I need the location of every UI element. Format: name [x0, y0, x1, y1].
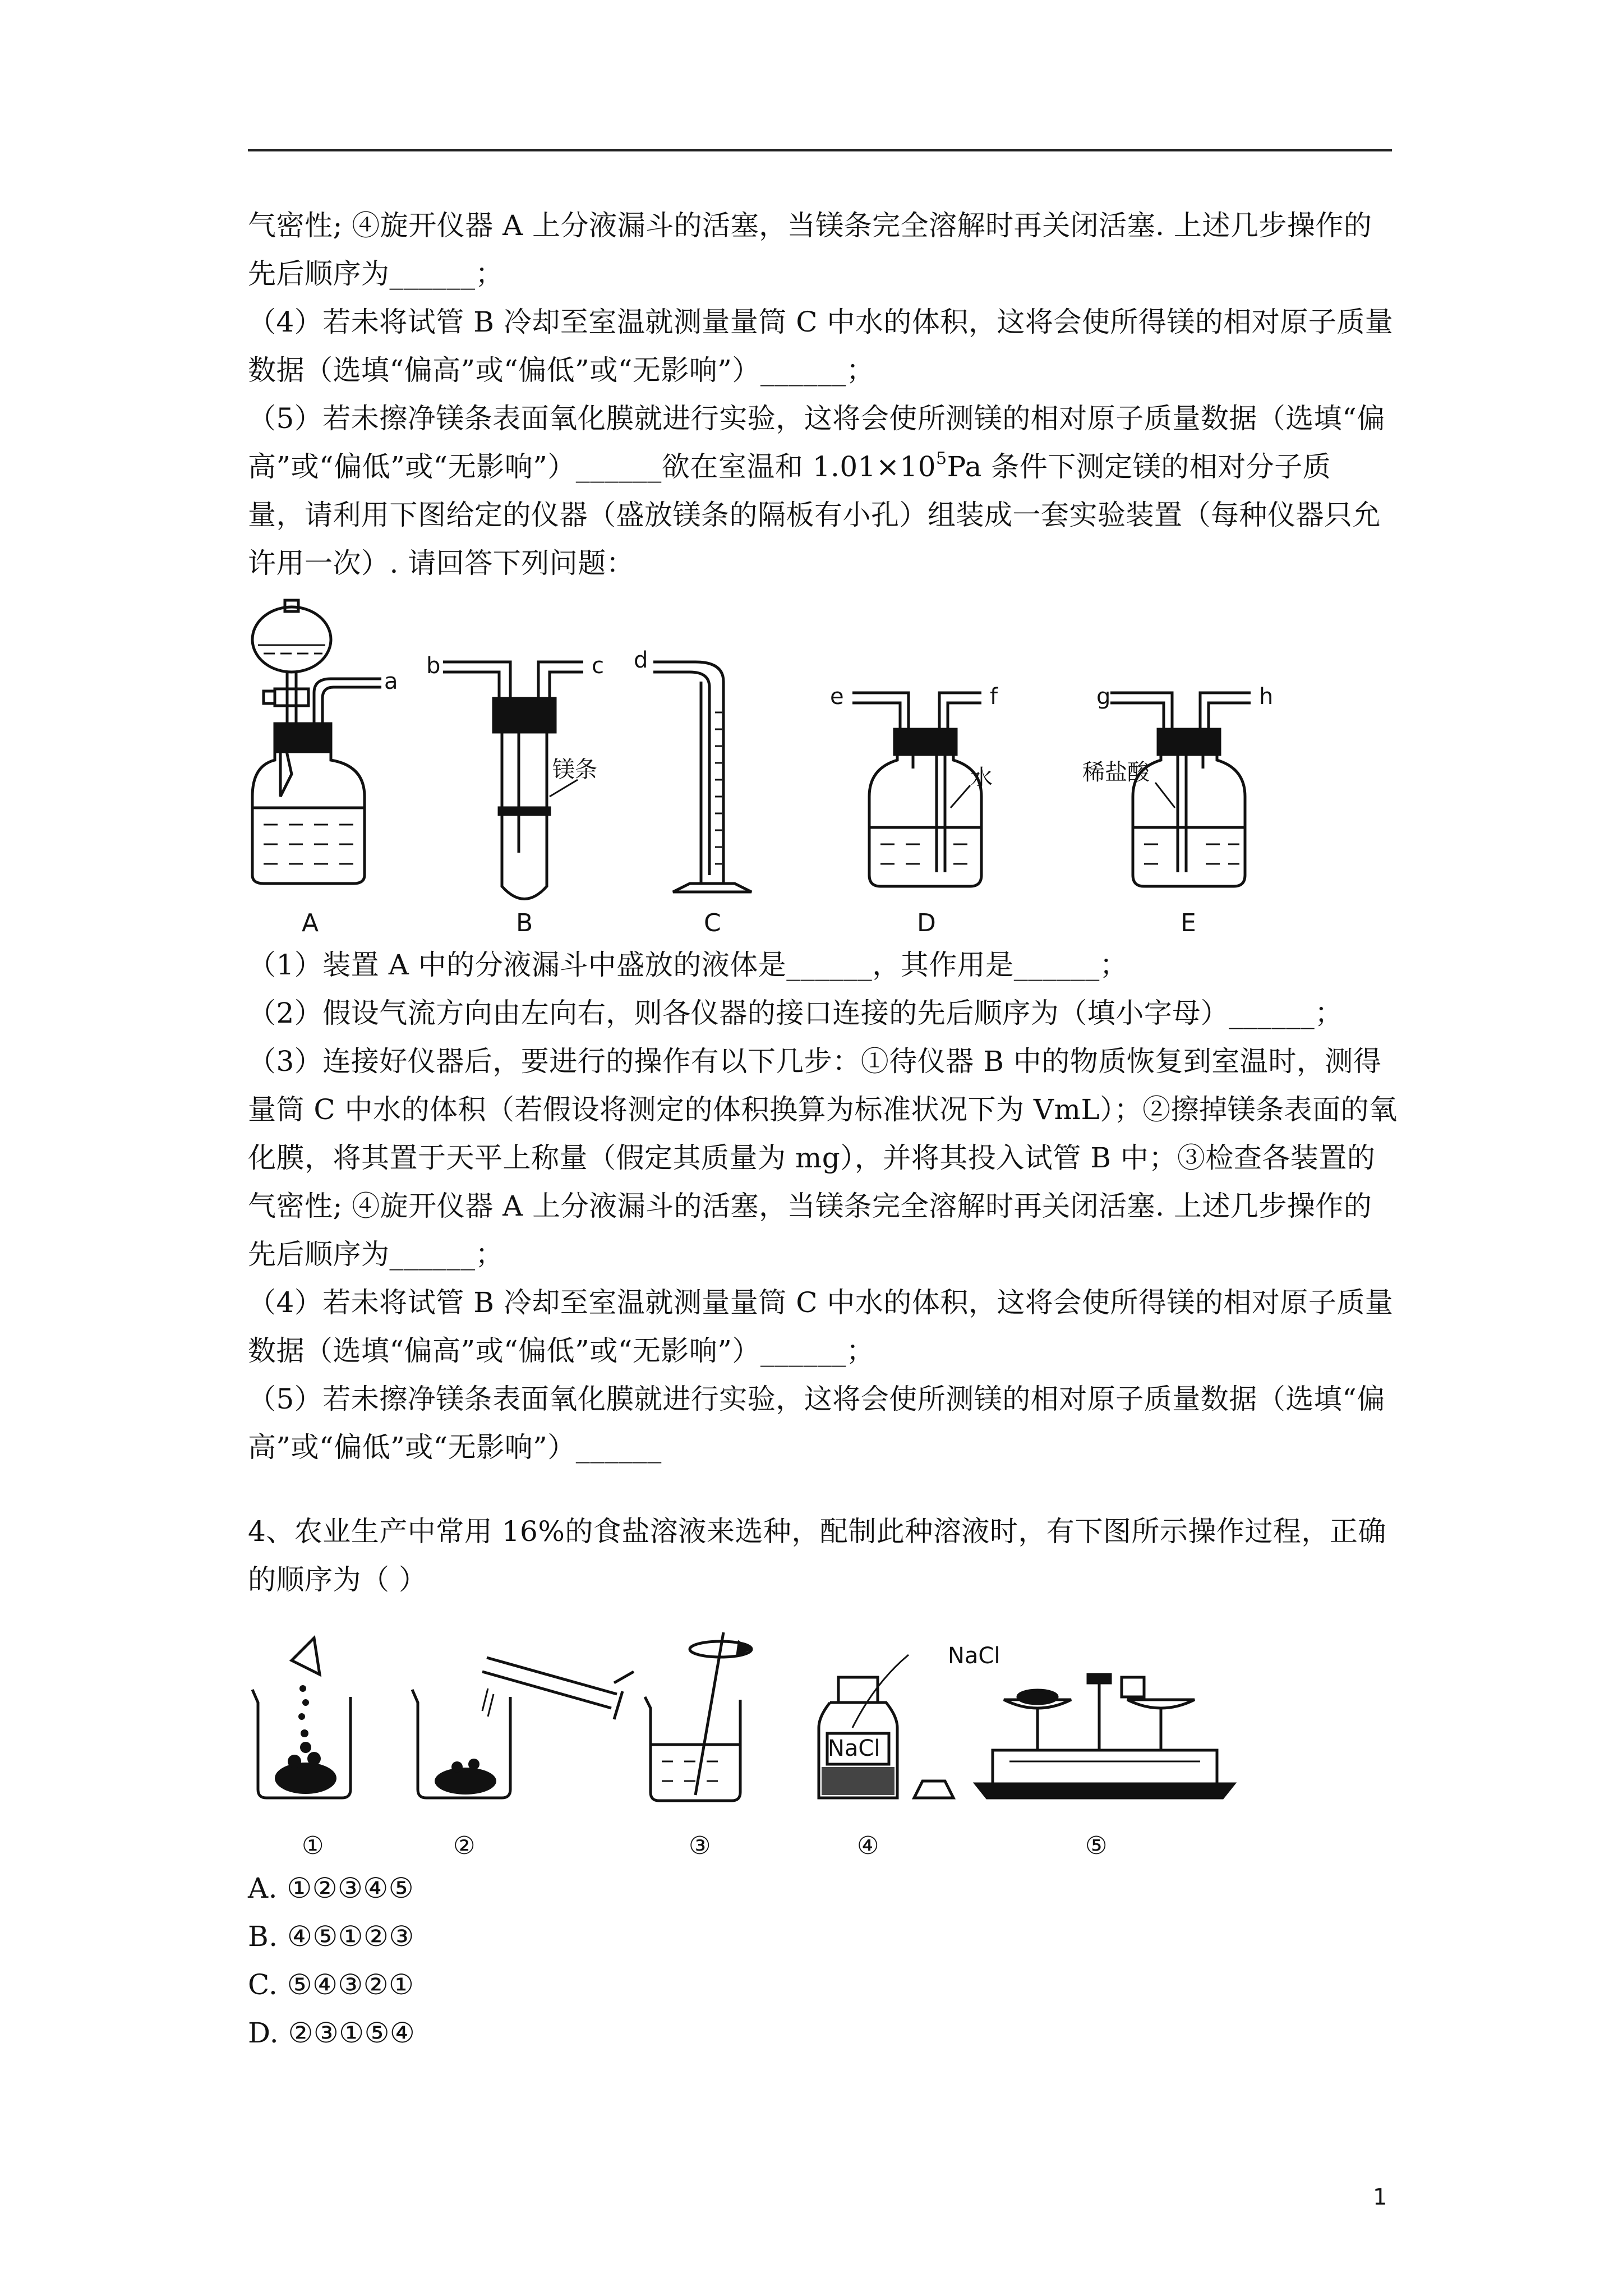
text-line: （5）若未擦净镁条表面氧化膜就进行实验，这将会使所测镁的相对原子质量数据（选填“偏 [248, 1383, 1385, 1415]
connector-a: a [384, 669, 398, 694]
label-water: 水 [970, 765, 993, 791]
connector-f: f [990, 684, 998, 710]
bottle-label: NaCl [828, 1736, 880, 1761]
text-line-pressure: 高”或“偏低”或“无影响”）______欲在室温和 $1.01\times 10^5Pa$ 条件下测定镁的相对分子质 [248, 449, 1331, 483]
text-line: （4）若未将试管 B 冷却至室温就测量量筒 C 中水的体积，这将会使所得镁的相对原子质量 [248, 1286, 1394, 1319]
text-line: （4）若未将试管 B 冷却至室温就测量量筒 C 中水的体积，这将会使所得镁的相对原子质量 [248, 306, 1394, 338]
step-2-pouring-water [412, 1658, 634, 1798]
text-line: 数据（选填“偏高”或“偏低”或“无影响”）______； [248, 354, 875, 386]
step-4-reagent-bottle [819, 1655, 953, 1798]
question-4-line: 的顺序为（ ） [248, 1563, 427, 1596]
connector-b: b [426, 653, 441, 679]
text-line: 先后顺序为______； [248, 1238, 504, 1271]
option-c[interactable]: C. ⑤④③②① [248, 1968, 414, 2001]
text-line: （3）连接好仪器后，要进行的操作有以下几步：①待仪器 B 中的物质恢复到室温时，测得 [248, 1045, 1382, 1078]
text-line: 先后顺序为______； [248, 257, 504, 290]
text-line: 高”或“偏低”或“无影响”）______ [248, 1431, 662, 1464]
step-caption-2: ② [453, 1832, 476, 1860]
step-caption-5: ⑤ [1085, 1832, 1108, 1860]
caption-a: A [302, 909, 319, 937]
option-a[interactable]: A. ①②③④⑤ [248, 1872, 414, 1904]
connector-h: h [1259, 684, 1274, 710]
option-b[interactable]: B. ④⑤①②③ [248, 1920, 414, 1953]
step-1-pouring-solid [252, 1638, 351, 1798]
step-5-balance [976, 1674, 1234, 1798]
text-line: 许用一次）. 请回答下列问题： [248, 547, 635, 579]
caption-e: E [1181, 909, 1196, 937]
text-line: 化膜，将其置于天平上称量（假定其质量为 mg），并将其投入试管 B 中；③检查各装置的 [248, 1142, 1376, 1174]
page-number: 1 [1373, 2184, 1387, 2210]
caption-b: B [516, 909, 533, 937]
question-4-line: 4、农业生产中常用 16%的食盐溶液来选种，配制此种溶液时，有下图所示操作过程，正确 [248, 1515, 1386, 1548]
text-line: 气密性; ④旋开仪器 A 上分液漏斗的活塞，当镁条完全溶解时再关闭活塞. 上述几步操作的 [248, 1190, 1372, 1222]
label-magnesium: 镁条 [552, 757, 597, 783]
caption-c: C [704, 909, 721, 937]
connector-e: e [830, 684, 844, 710]
text-line: 气密性; ④旋开仪器 A 上分液漏斗的活塞，当镁条完全溶解时再关闭活塞. 上述几步操作的 [248, 209, 1372, 242]
text-line: （5）若未擦净镁条表面氧化膜就进行实验，这将会使所测镁的相对原子质量数据（选填“偏 [248, 402, 1385, 435]
label-hcl: 稀盐酸 [1082, 760, 1150, 785]
step-caption-3: ③ [689, 1832, 711, 1860]
balance-label: NaCl [948, 1643, 1000, 1669]
connector-d: d [634, 647, 648, 673]
step-caption-1: ① [302, 1832, 324, 1860]
text-line: 量筒 C 中水的体积（若假设将测定的体积换算为标准状况下为 VmL）；②擦掉镁条表面的氧 [248, 1093, 1398, 1126]
step-3-stirring [645, 1632, 751, 1801]
step-caption-4: ④ [857, 1832, 879, 1860]
text-line: （2）假设气流方向由左向右，则各仪器的接口连接的先后顺序为（填小字母）______； [248, 997, 1343, 1029]
caption-d: D [917, 909, 936, 937]
text-line: 数据（选填“偏高”或“偏低”或“无影响”）______； [248, 1335, 875, 1367]
connector-g: g [1096, 684, 1111, 710]
text-line: （1）装置 A 中的分液漏斗中盛放的液体是______，其作用是______； [248, 949, 1128, 981]
option-d[interactable]: D. ②③①⑤④ [248, 2017, 416, 2049]
connector-c: c [592, 653, 604, 679]
text-line: 量，请利用下图给定的仪器（盛放镁条的隔板有小孔）组装成一套实验装置（每种仪器只允 [248, 499, 1381, 531]
